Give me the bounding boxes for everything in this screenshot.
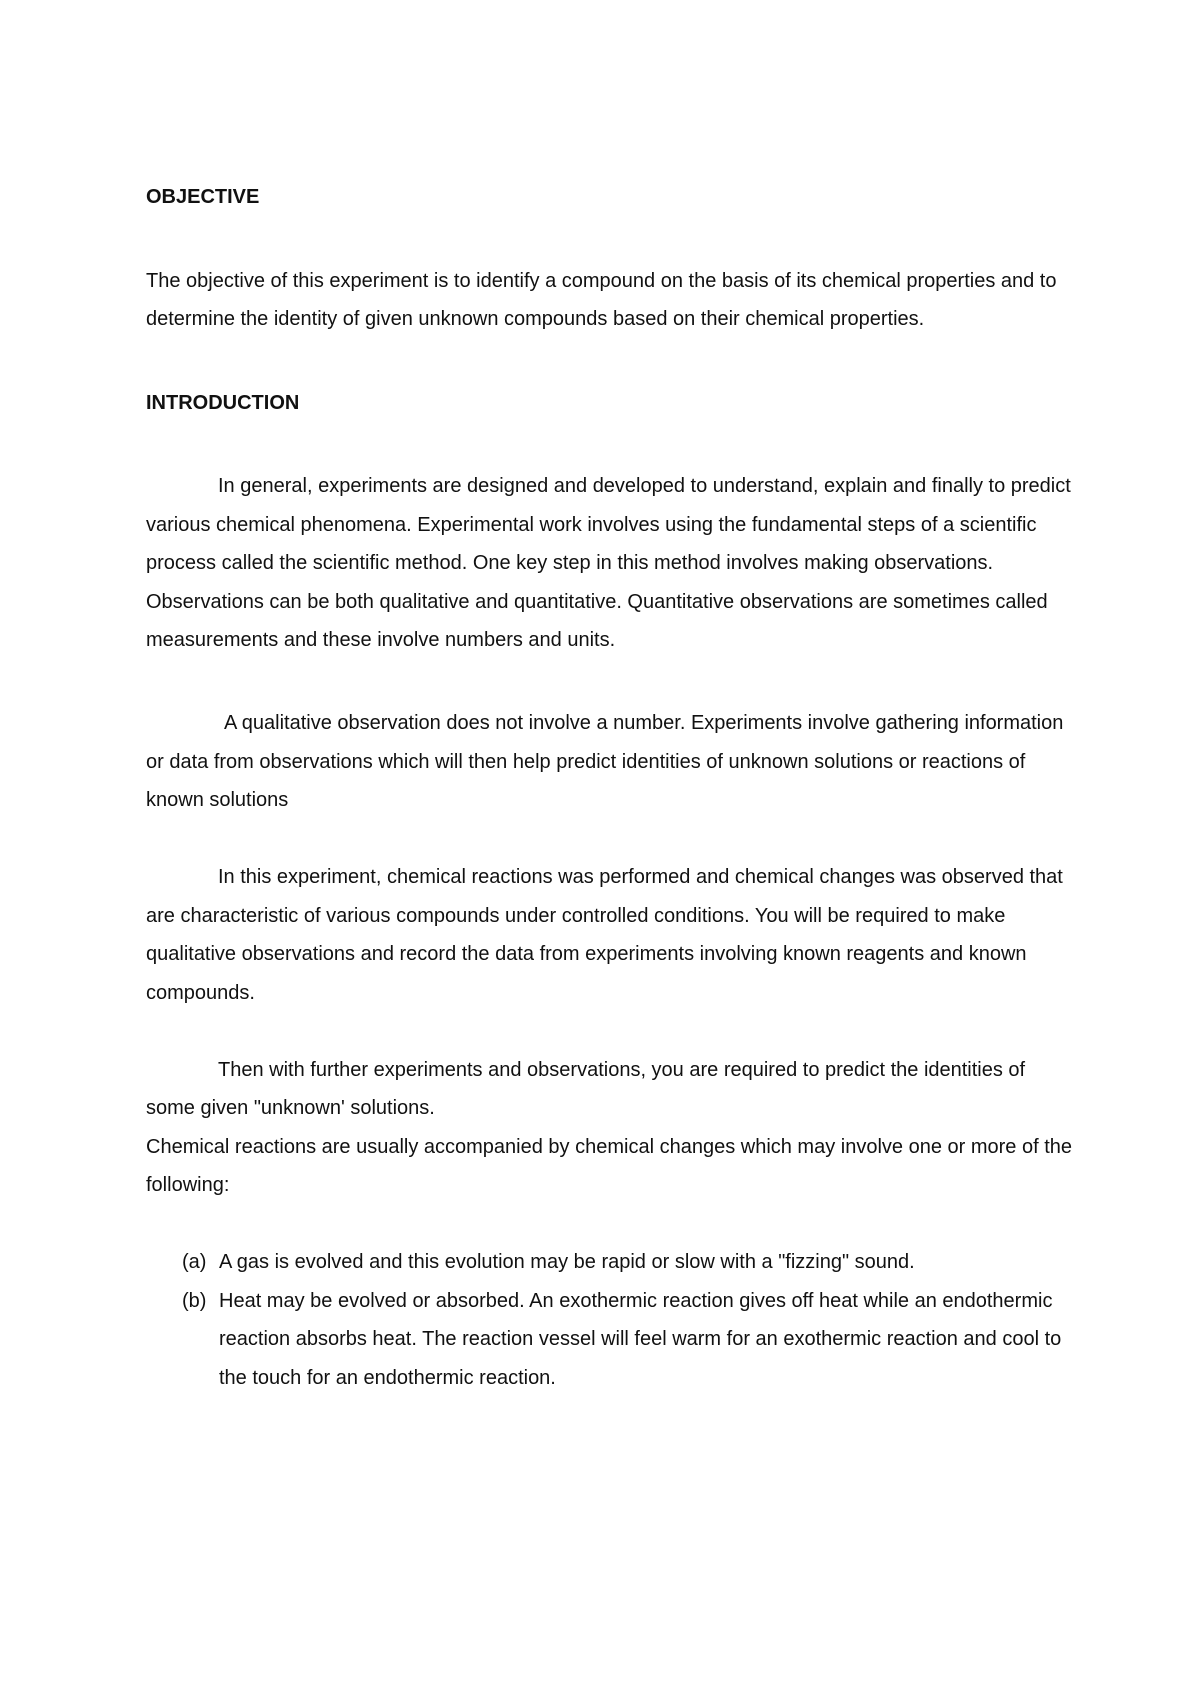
document-body [146,178,1076,1397]
intro-paragraph-2: A qualitative observation does not involve a number. Experiments involve gathering information or data from observations which will then help predict identities of unknown solutions or reactions of known solutions [146,712,1064,811]
list-item-text: A gas is evolved and this evolution may be rapid or slow with a "fizzing" sound. [219,1251,915,1273]
spacer [146,217,1076,262]
objective-heading: OBJECTIVE [146,186,260,208]
list-item [146,1243,1076,1282]
spacer [146,422,1076,467]
introduction-heading: INTRODUCTION [146,391,300,414]
objective-paragraph: The objective of this experiment is to identify a compound on the basis of its chemical properties and to determine the identity of given unknown compounds based on their chemical properties. [146,269,1057,330]
changes-list [146,1243,1076,1397]
intro-paragraph-1: In general, experiments are designed and developed to understand, explain and finally to predict various chemical phenomena. Experimental work involves using the fundamental steps of a scientific process called the scientific method. One key step in this method involves making observations. Observations can be both qualitative and quantitative. Quantitative observations are sometimes called measurements and these involve numbers and units. [146,475,1071,651]
list-item-text: Heat may be evolved or absorbed. An exothermic reaction gives off heat while an endothermic reaction absorbs heat. The reaction vessel will feel warm for an exothermic reaction and cool to the touch for an endothermic reaction. [219,1289,1062,1389]
intro-paragraph-4: Then with further experiments and observations, you are required to predict the identities of some given "unknown' solutions. [146,1058,1026,1119]
list-marker: (b) [182,1289,207,1312]
list-item [146,1282,1076,1398]
intro-paragraph-5: Chemical reactions are usually accompanied by chemical changes which may involve one or more of the following: [146,1135,1073,1196]
spacer [146,660,1076,699]
spacer [146,339,1076,384]
intro-paragraph-3: In this experiment, chemical reactions was performed and chemical changes was observed that are characteristic of various compounds under controlled conditions. You will be required to make qualitative observations and record the data from experiments involving known reagents and known compounds. [146,866,1063,1004]
spacer [146,820,1076,859]
spacer [146,1205,1076,1244]
list-marker: (a) [182,1251,207,1273]
spacer [146,1012,1076,1051]
